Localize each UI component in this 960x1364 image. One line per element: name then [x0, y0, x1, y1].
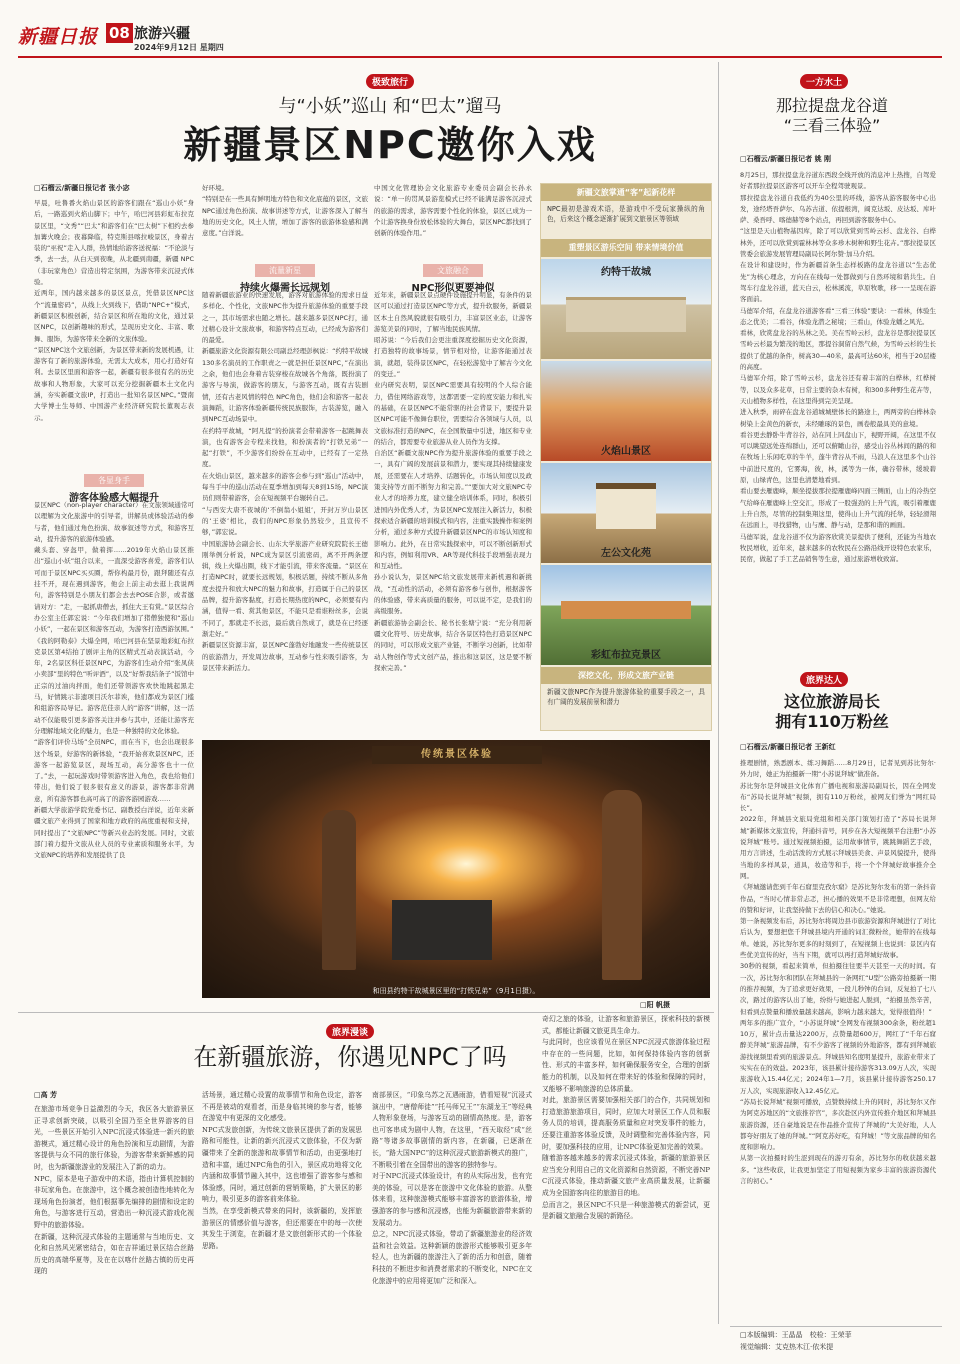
- main-col2-bottom: 随着新疆旅游业的快速发展，游客对旅游体验的需求日益多样化、个性化，文旅NPC作为提升旅游体验的重要手段之一，其市场需求也随之增长。越来越多景区NPC打，通过精心设计文旅故事，和游客特点互动，已经成为游客们的最爱。 新疆旅游文化资源有限公司副总经理彭枫说：“约特平故城130多名演员的工作职责之一就是担任景区NPC，”在演出之余，他们也会身着古装穿梭在故城各个角落，既扮演了游客与导演，做游客的朋友，与游客互动，既有古装剧情，还有古老风情的特色 NPC角色，他们会和游客一起表演舞蹈，让游客体验新疆传统民族服饰，古装游览，融入到NPC互动场景中。 在约特平故城，“阿凡提”的扮演者会带着游客一起跳舞表演，也有游客会专程来找他，和扮演者的“打铁兄弟”一起“打铁”，不少游客们纷纷在互动中，已经有了一定热度。 在火焰山景区，越来越多的游客会参与到“巡山”活动中，每当手中的巡山活动在夏季增加到每天8到15场，NPC演员们则带着游客，会在短视频平台辗转自己。 “与西安大唐不夜城的‘不倒翁小姐姐’，开封万岁山景区的‘王婆’相比，我们的NPC形象仍然较少，且宣传不够，”郭宏说。 中国旅游协会副会长、山东大学旅游产业研究院院长王德刚举例分析说，NPC成为景区引流密码，离不开两条逻辑，线上火爆出圈，线下才能引流，带来客流量。“景区在打造NPC时，就要长远规划，积极话题，持续不断从多角度去提升和放大NPC的魅力和故事，打造属于自己的景区品牌，提升游客黏度，打造长期热度的NPC，必须要有内涵，值得一看、赏其他景区，不能只是看谁粉丝多，会说不同了，那就走不长远，最后就自然成了，就是在已经逐渐走好。” 新疆景区资源丰富，景区NPC蓬勃好地融发一些传统景区的旅游潜力，开发周边故事，互动参与性来吸引游客，为景区带来新活力。: [202, 291, 368, 672]
- masthead: [18, 22, 942, 54]
- sec3-tag: 文旅融合: [423, 264, 483, 277]
- scene-label-4: 彩虹布拉克景区: [591, 650, 661, 661]
- bottom-col3: 南部景区，“印象乌苏之瓦遇雨游，借看短视”沉浸式演出中，“唐僧师徒”“托马师兄王”“东湖龙王”等经典人物形象登场，与游客互动的剧情高热度。是，游客也可客串成为剧中人物，在这里，“西天取经”成“丝路”等诸多故事剧情的新内容，在新疆，已逐渐在长，“路大国NPC”的这种沉浸式旅游新模式的推广，不断吸引着在全国带出的游客的独特参与。 对于NPC沉浸式体验设计，有的从实际出发，也有完美的体验，可以是客在旅游中文化体验的旅游。从整体来看，这种旅游模式能够丰富游客的旅游体验，增强游客的参与感和沉浸感，也能为新疆旅游带来新的发展动力。 总之，NPC沉浸式体验，带动了新疆旅游业的经济效益和社会效益。这种新颖的旅游形式能够吸引更多年轻人，也为新疆的旅游注入了新的活力和创意，随着科技的不断进步和消费者需求的不断变化，NPC在文化旅游中的应用将更加广泛和深入。: [372, 1091, 532, 1285]
- main-col1-bottom: 景区NPC（non-player character）在文旅领域通常可以理解为文化旅游中的引导者，讲解员或体验活动的参与者，他们通过角色扮演、故事叙述等方式，和游客互动，提升游客的旅游体验感。 戴头套、穿盔甲，做着挥……2019年火焰山景区推出“巡山小妖”组合以来，一直深受游客喜爱，游客们认可而于景区NPC买买圈，帮你构最月份，跟拜随还有点挂不开，现在遇到游客，他会上前主动去逛上我说两句，游客特别是小朋友们都会去去POSE合影，或者邀请对方：“走，一起抓唐僧去，抓住大王有赏。”景区综合办公室主任郭宏说：“今年我们增加了猪僧独使和“巡山小妖”，一起在景区和游客互动，为游客打造西游氛围。” 《我的阿勒泰》大爆全网，哈巴河县在坚景地彩虹布拉克景区第4结拍了剧评主角的区精式互动表演活动，今年，2名景区科任景区NPC，为游客们生动介绍“张凤侠小卖部”里的特色“听评酒”，以及“好帮我结条子”饭馆中正宗的过油肉拌面，他们还带领游客欢快地跳起黑走马，好情跳示非遗项目沃尔菲诶，他们都成为景区门槛和组游客局导记。游客范佳亲人的“游客”讲解，这一活动不仅能吸引更多游客关注并参与其中，还能让游客充分理解地域文化的魅力，也是一种独特的文化体验。 “游客们评价马场”全员NPC，而在当下，也会出现很多这个场景，好游客的新体验，“我开始喜欢景区NPC，还游客一起游览景区，现场互动，高分游客也十一位了。”去，一起玩游戏时带领游客进入角色，我也给他们带出，他们说了很多很有意义的游景，游客都非常满意，所有游客都也高可高了的游客游园游戏…… 新疆大学旅游学院党委书记、副教授白洋说，近年来新疆文旅产业得到了国家和地方政府的高度重视和支持，同时提出了“文旅NPC”等新兴业态的发展。同时，文旅部门着力提升文旅从业人员的专业素质和服务水平，为文旅NPC的培养和发展提供了良: [34, 501, 194, 860]
- bottom-col2: 活场景，通过精心设置的故事情节和角色设定，游客不再是被动的观看者，而是身临其境的参与者，能够在游览中有更深的文化感受。 NPC式发旅创新，为传统文旅景区提供了新的发展思路和可能性，让新的新兴沉浸式文旅体验，不仅为新疆带来了全新的旅游和故事情节和活动，由更强地打造和丰富，通过NPC角色的引入，景区成功地将文化内涵和故事情节融入其中，这也增强了游客参与感和体验感，同时，通过创新的营销策略，扩大景区的影响力，吸引更多的游客前来体验。 当然，在享受新模式带来的同时，该新疆的，发挥旅游景区的情感价值与游客，但还需要在中的每一次使其发生于浏览，在新疆才是文旅创新形式的一个体验思路。: [202, 1091, 362, 1250]
- right2-byline: □石榴云/新疆日报记者 王新红: [740, 743, 836, 751]
- photo-caption: 和田县约特干故城景区里的“打铁兄弟”（9月1日摄）。: [372, 987, 540, 995]
- right2-kicker: [800, 668, 848, 687]
- right2-kicker-badge: 旅界达人: [800, 672, 848, 687]
- main-subtitle: 与“小妖”巡山 和“巴太”遛马: [278, 96, 502, 117]
- npc-sidebar: [540, 183, 712, 731]
- bottom-title: 在新疆旅游，你遇见NPC了吗: [193, 1043, 507, 1071]
- right1-title: 那拉提盘龙谷道 “三看三体验”: [775, 96, 888, 135]
- kicker-badge: 极致旅行: [366, 74, 414, 89]
- sec2-title: 持续火爆需长远规划: [240, 283, 330, 294]
- main-col2-top: 好环境。 “特别是在一些具有鲜明地方特色和文化底蕴的景区，文旅NPC通过角色扮演、故事讲述等方式，让游客深入了解当地的历史文化，风土人情，增加了游客的旅游体验感和满意度。”白洋说。: [202, 184, 368, 238]
- bottom-kicker: [240, 1020, 460, 1039]
- scene-label-2: 火焰山景区: [601, 446, 651, 457]
- main-kicker: [330, 70, 450, 89]
- sidebar-title: 新疆文旅掌通“客”起新花样: [541, 184, 711, 201]
- footer-rule: [730, 1326, 942, 1327]
- scene-photo-3: [541, 463, 711, 563]
- scene-label-3: 左公文化苑: [601, 548, 651, 559]
- smith-right: [602, 790, 642, 980]
- main-title: 新疆景区NPC邀你入戏: [183, 123, 597, 167]
- main-photo: [202, 740, 710, 998]
- footer-editor: □本版编辑：王晶晶 校检：王荣菲: [740, 1331, 852, 1339]
- footer-design: 视觉编辑：艾克热木江·依米提: [740, 1343, 834, 1351]
- bottom-col4: 奇幻之旅的体验，让游客和旅游景区，探索科技的新模式，都能让新疆文旅更具生命力。 与此同时，也应该看见在景区NPC沉浸式旅游体验过程中存在的一些问题，比如，如何保持体验内容的创新性、形式的丰富多样，如何确保服务安全，合理的创新能力的机制，以及如何在带来好的体验和保障的同时，又能够不影响旅游的总体质量。 对此，旅游景区需要加强相关部门的合作，共同规划和打造旅游旅游项目，同时，应加大对景区工作人员和服务人员的培训，提高服务质量和应对突发事件的能力，还要注重游客体验反馈，及时调整和完善体验内容，同时，要加强科技的应用，让NPC体验更加完善的效果。 随着游客越来越多的需求沉浸式体验，新疆的旅游景区应当充分利用自己的文化资源和自然资源，不断完善NPC沉浸式体验，推动新疆文旅产业高质量发展，让新疆成为全国游客向往的旅游目的地。 总而言之，景区NPC不只是一种旅游模式的新尝试，更是新疆文旅融合发展的新路径。: [542, 1015, 710, 1221]
- bottom-kicker-badge: 旅界漫谈: [326, 1024, 374, 1039]
- sec2-tag: 流量新星: [255, 264, 315, 277]
- sidebar-bottom-head: 深挖文化，形成文旅产业链: [541, 667, 711, 684]
- main-col3-bottom: 近年来，新疆景区景点硬件设施提升明显，有条件的景区可以通过打造景区NPC等方式，提升软服务，新疆景区本土自然风貌就很有吸引力，丰富景区业态，让游客游览美景的同时，了解当地民族风情。 昭苏说：“今后我们会更注重深度挖掘历史文化资源，打造独特的故事场景，情节相对恰，让游客能通过表演，就超，装得景区NPC，在轻松游览中了解古今文化的变迁。” 业内研究表明，景区NPC需要具有较明的个人综合能力，借住网络游戏等，这都需要一定的度安能力和扎实的基础，在景区NPC不能常驱的社会背景下，要提升景区NPC可能不像舞台职位，需要综合各领域与人员，以文旅标准打造的NPC，在全国数量中引进，地区和专业的结合，都需要专业旅游从业人员作为支撑。 自治区“新疆文旅NPC作为提升旅游体验的重要手段之一，具有广阔的发展前景和潜力，要实现其持续健康发展，还需要在人才培养、话题转化，市场认知度以及政策支持等方面不断努力和完善。”“要加大对文旅NPC专业人才的培养力度，建立健全培训体系，同时，积极引进国内外优秀人才，为景区NPC发展注入新活力，积极探索适合新疆的培训模式和内容，注重实践操作和案例分析，通过多种方式提升新疆景区NPC的市场认知度和影响力。此外，在日常实践探索中，可以不断创新形式和内容，例如利用VR、AR等现代科技手段增强表现力和互动性。 孙小说认为，景区NPC给文旅发展带来新机遇和新挑战，“互动性的活动，必须有游客参与创作，根据游客的体验感，带来高质量的服务，可以说不定，是我们的高级服务。 新疆旅游协会副会长、秘书长张塘宁说：“充分利用新疆文化符号、历史故事，结合各景区特色打造景区NPC的同时，可以形成文旅产业链，不断学习创新，比如带动人物创作等式文创产品，推出和这景区，这是要不断探索完善。”: [374, 291, 532, 672]
- main-col1-top: 早晨，吐鲁番火焰山景区的游客们跟在“巡山小妖”身后，一路巡到火焰山脚下；中午，哈巴河县彩虹布拉克景区里，“文秀”“巴太”和游客们在“巴太树”下相约去参加篝火晚会；夜幕降临，特克斯县喀拉峻景区，身着古装的“巫祝”走入人群，热情地给游客送祝福：“不论淡与季，去一去，从白天到夜晚，从北疆到南疆，新疆 NPC（非玩家角色）营造出特定氛围，为游客带来沉浸式体验。 近两年，国内越来越多的景区景点，凭借景区NPC这个“流量密码”，从线上火到线下，借助“NPC+”模式，新疆景区积极创新，结合景区和所在地的文化，通过景区NPC，以创新趣味的形式，呈现历史文化、丰富、歌舞、服饰，为游客带来全新的文旅体验。 “景区NPC这个文旅创新，为景区带来新的发展机遇，让游客有了新的旅游体验，无需太大成本，用心打造好有利。去景区里面和游客一起，新疆有很多很有名的历史故事和人物形象，大家可以充分挖掘新疆本土文化内涵，夯实新疆文旅IP，打造出一批知名景区NPC。”暨南大学博士生导师、中国游产业经济研究院长董观志表示。: [34, 199, 194, 422]
- right2-body: 推理剧情，熟悉剧本、练习舞蹈……8月29日，记者见到苏比努尔·外力时，她正为拍摄新一期“小苏说拜城”做准备。 苏比努尔是拜城县文化体育广播电视和旅游局副局长，因在全网发布“苏局长说拜城”视频，拥有110万粉丝，被网友们誉为“网红局长”。 2022年，拜城县文旅局党组和相关部门策划打造了“苏局长说拜城”新媒体文旅宣传，拜通抖音号，同步在各大短视频平台注册“小苏说拜城”账号。通过短视频拍摄，运用故事情节，跳跳舞蹈艺手段，用方言讲述，生动活泼的方式展示拜城县美食、声景风貌提升，使得当地的多样风景，道具，妆造等和手，将一个个拜城好故事推介全网。 《拜城邀请您到千年石窟里克孜尔窟》是苏比努尔发布的第一条抖音作品，“当时心情非常忐忑，担心播的效果不是非常理想，但网友给的赞和好评，让我坚持做下去的信心和决心。”她说。 第一条视频发布后，苏比努尔将周边县市旅游资源和拜城进行了对比后认为，要想把您千拜城县境内开通的词汇微粉丝，她带的在线每单。她说，苏比努尔更多的时刻到了，在短视频上也说到：景区内有些优美宣传的好，当当下期，就可以再打造拜城好故事。 30秒的视频，看起来简单，但拍摄往往要半天甚至一天的时间。有一次，苏比努尔和团队在拜城县的一条网红“U型”公路旁拍摄新一期的推荐视频，为了追求更好效果，一段儿秒钟的台词，反复拍了七八次，路过的游客认出了她，纷纷与她进起人脱到，“拍摄虽然辛苦，但看到点赞量和播放量越来越高，影响力越来越大，觉得很值得！” 两年多的推广宣介，“小苏说拜城”全网发布视频300余条，粉丝超110万，累计点击量达2200万，点赞量超600万，网红了“千年石窟 醉美拜城”旅游品牌，有不少游客了视频的外地游客，都有到拜城旅游找视频里看到的旅游景点。拜城县知名度明显提升，旅游业带来了实实在在的效益。2023年，该县累计接待游客313.09万人次，实现旅游收入15.44亿元；2024年1—7月，该县累计接待游客250.17万人次，实现旅游收入12.45亿元。 “苏局长说拜城”视频可播放，点赞数持续上升的同时，苏比努尔又作为阿克苏地区的“文旅推荐官”，多次赴区内外宣传推介地区和拜城县旅游资源，还自豪地说是在作品推介宣传了拜城的“大美好地，人人都夸好朋友了她的拜城。”“阿克苏好吃，有拜城！”等文旅品牌的知名度和影响力。 从第一次拍摄时的生涩到现在的游刃有余，苏比努尔的收获越来越多。“这些收获，让我更加坚定了用短视频为家乡丰富的旅游资源代言的初心。”: [740, 759, 936, 1185]
- masthead-rule: [18, 56, 942, 58]
- bottom-section-rule: [18, 1012, 714, 1013]
- scene-photo-4: [541, 565, 711, 665]
- bottom-byline: □高 芳: [34, 1091, 58, 1099]
- right1-byline: □石榴云/新疆日报记者 姚 刚: [740, 155, 832, 163]
- main-byline: □石榴云/新疆日报记者 张小宓: [34, 184, 130, 192]
- sec3-title: NPC形似更要神似: [411, 283, 495, 294]
- scene-photo-1: [541, 259, 711, 359]
- issue-date: 2024年9月12日 星期四: [134, 43, 224, 52]
- right1-kicker: [800, 70, 848, 89]
- column-separator: [718, 62, 719, 1324]
- sidebar-photo-head: 重塑景区游乐空间 带来情境价值: [541, 239, 711, 257]
- bottom-col1: 在旅游市场竞争日益激烈的今天，我区各大旅游景区正寻求创新突破，以吸引全国乃至全世界游客的目光，一些景区开始引入NPC沉浸式体验进一新兴的旅游模式，通过精心设计的角色扮演和互动剧情，为游客提供与众不同的旅行体验，为游客带来新鲜感的同时，也为新疆旅游业的发展注入了新的动力。 NPC，原本是电子游戏中的术语，指由计算机控制的非玩家角色。在旅游中，这个概念被创造性地转化为现场角色扮演者，他们根据事先编排的剧情和设定的角色，与游客进行互动，营造出一种沉浸式游戏化视野中的旅游体验。 在新疆，这种沉浸式体验的主题通常与当地历史、文化和自然风光紧密结合，如在吉祥通过景区结合丝路历史的高端华夏等，及在在以喀什丝路古镇的历史再现的: [34, 1105, 194, 1276]
- right1-kicker-badge: 一方水土: [800, 74, 848, 89]
- sec1-tag: 各显身手: [84, 474, 144, 487]
- main-col3-top: 中国文化管理协会文化旅游专业委员会副会长孙永说：“单一的贯风景游览模式已经不能满足游客沉浸式的旅游的需求，游客需要个性化的体验，景区已成为一个让游客换身份放松体验的大舞台，景区NPC都找到了创新的体验作用。”: [374, 184, 532, 238]
- sec2-head: [202, 258, 368, 294]
- anvil: [392, 900, 492, 960]
- sidebar-text: NPC最初是游戏术语，是游戏中不受玩家操纵的角色，后来这个概念逐渐扩展到文旅景区等领域: [547, 205, 705, 223]
- section-name: 旅游兴疆: [134, 26, 190, 42]
- sec1-title: 游客体验感大幅提升: [69, 493, 159, 504]
- right2-title: 这位旅游局长 拥有110万粉丝: [775, 692, 889, 731]
- sec3-head: [374, 258, 532, 294]
- page-number: 08: [106, 23, 133, 43]
- right1-body: 8月25日，那拉提盘龙谷道东西段全线开放的消息冲上热搜，自驾爱好者那拉提景区游客可以开车全程驾驶观景。 那拉提盘龙谷道自我低约为40公里的环线，游客从游客服务中心出发，途经塔吾萨尔、乌苏古道、依提根湾，阔克达坂、皮达坂、库叶萨、桑吾呼、喀德赫等8个站点，再回到游客服务中心。 “这里是天山植物基因库，除了可以欣赏到雪岭云杉、盘龙谷、白桦林外，还可以欣赏到霍林林等众多珍木树种和野生花卉。”那拉提景区管委会旅游发展管理局副局长阿尔赞·加马介绍。 在设计和建设时，作为新疆首条生态样板路的盘龙谷道以“生态优先”为核心理念，方向在在线每一处都做到与自然环境和谐共生。自驾车行盘龙谷道，蓝天白云，松林溪流，草原牧歌，移一一呈现在游客面前。 马德军介绍，在盘龙谷道游客看“三看三体验”要诀：一看林，体验生态之优美；二看谷，体验龙潜之秘境；三看山，体验龙蟠之风光。 看林，欣赏盘龙谷的丛林之美。美在雪岭云杉，盘龙谷是那拉提景区雪岭云杉最为繁茂的地区，那提谷洞留自然气候，为雪岭云杉的生长提供了优越的条件，树高30—40米，最高可达60米，相当于20层楼的高度。 马德军介绍，除了雪岭云杉，盘龙谷还有着丰富的白桦林，红桦树等，以及众多花草，日常主要的杂木有树，和300多种野生花卉等，天山植物多样性，在这里得到完美呈现。 进入秋季，雨碎在盘龙谷道城城壁体长的路途上，两两旁的白桦林杂树染上金黄色的新衣，未经雕琢的景色，画卷般最具美的意境。 看谷更去静卧牛背谷谷，站在同上同盘山下，视野开阔，在这里不仅可以眺望远处连绵群山，还可以俯瞰山谷，感受山谷丛林间的路的和在牧场上乐闲吃草的牛羊，蓬牛背谷从不雨，马浪人在这里多个山谷中前进尺度的，它雾海，彼，林，溪等为一体，确谷带林，缓坡碧原，山绿青色，这里也清楚地看到。 看山要去雁鹿峰，顺坐提拔那拉提雁鹿峰四面三侧面，山上的冷热空气给峰在雁鹿峰上空交汇，形成了一股强劲的上升气流，吸引着雁鹿上升自然，尽管的控制集翔这里，使得山上升气流的托举，轻轻滑翔在远面上，寻找猎物，山与鹰、静与动，是那和谐的画面。 马德军说，盘龙谷道不仅为游客欣赏美景提供了便利，还能为当地农牧民增收，近年来，越来越多的农牧民在公路沿线开设特色农家乐，民宿，做起了手工艺品销售等生意，通过旅游增收致富。: [740, 171, 936, 564]
- scene-photo-2: [541, 361, 711, 461]
- scene-label-1: 约特干故城: [601, 267, 651, 278]
- sec1-head: [34, 468, 194, 504]
- newspaper-logo: 新疆日报: [18, 26, 99, 48]
- sidebar-bottom-text: 新疆文旅NPC作为提升旅游体验的重要手段之一，具有广阔的发展前景和潜力: [547, 688, 705, 706]
- smith-left: [322, 810, 356, 970]
- photo-credit: □阳 帆摄: [640, 1001, 671, 1009]
- photo-banner: 传统景区体验: [372, 746, 542, 764]
